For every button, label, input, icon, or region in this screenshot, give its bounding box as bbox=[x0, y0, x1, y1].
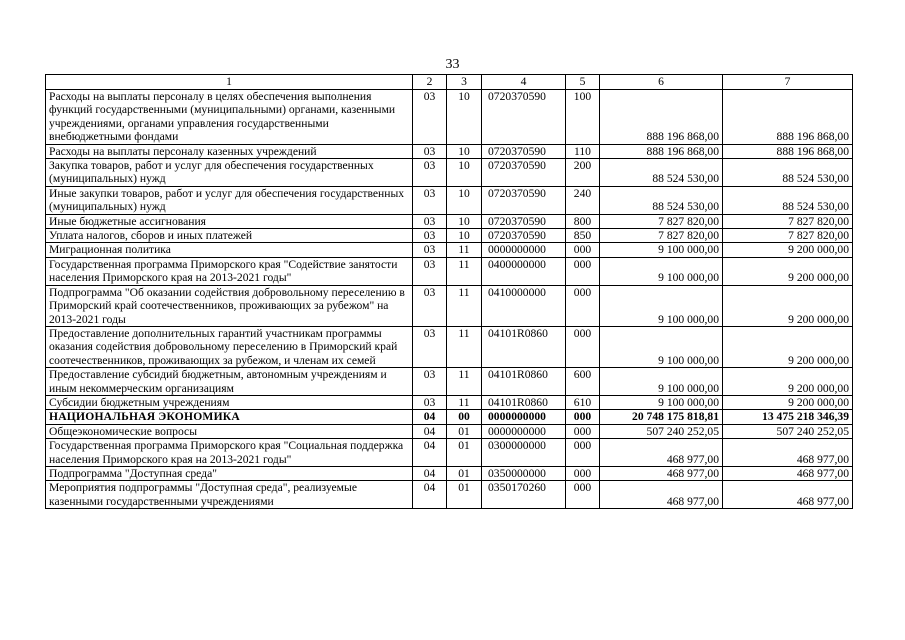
amount-year-2: 7 827 820,00 bbox=[723, 229, 853, 243]
target-article-code: 0720370590 bbox=[482, 229, 566, 243]
subsection-code: 11 bbox=[447, 257, 482, 285]
subsection-code: 01 bbox=[447, 424, 482, 438]
amount-year-2: 88 524 530,00 bbox=[723, 186, 853, 214]
row-name: Государственная программа Приморского края "Социальная поддержка населения Приморского края на 2013-2021 годы" bbox=[46, 439, 413, 467]
amount-year-2: 7 827 820,00 bbox=[723, 214, 853, 228]
column-header-5: 5 bbox=[566, 75, 600, 90]
expense-type-code: 610 bbox=[566, 395, 600, 409]
amount-year-1: 20 748 175 818,81 bbox=[600, 410, 723, 424]
amount-year-1: 9 100 000,00 bbox=[600, 368, 723, 396]
row-name: Иные закупки товаров, работ и услуг для обеспечения государственных (муниципальных) нужд bbox=[46, 186, 413, 214]
table-row bbox=[46, 186, 853, 214]
table-row bbox=[46, 257, 853, 285]
amount-year-2: 9 200 000,00 bbox=[723, 243, 853, 257]
row-name: Расходы на выплаты персоналу в целях обеспечения выполнения функций государственными (муниципальными) органами, казенными учреждениями, органами управления государственными внебюджетными фондами bbox=[46, 90, 413, 145]
expense-type-code: 000 bbox=[566, 439, 600, 467]
row-name: Общеэкономические вопросы bbox=[46, 424, 413, 438]
page-number: 33 bbox=[445, 57, 460, 72]
table-row bbox=[46, 395, 853, 409]
expense-type-code: 000 bbox=[566, 285, 600, 326]
table-row bbox=[46, 466, 853, 480]
amount-year-2: 9 200 000,00 bbox=[723, 257, 853, 285]
expense-type-code: 800 bbox=[566, 214, 600, 228]
section-code: 03 bbox=[413, 90, 447, 145]
column-number-row bbox=[46, 75, 853, 90]
subsection-code: 10 bbox=[447, 229, 482, 243]
amount-year-1: 468 977,00 bbox=[600, 439, 723, 467]
target-article-code: 0000000000 bbox=[482, 424, 566, 438]
amount-year-1: 7 827 820,00 bbox=[600, 229, 723, 243]
subsection-code: 00 bbox=[447, 410, 482, 424]
row-name: Закупка товаров, работ и услуг для обеспечения государственных (муниципальных) нужд bbox=[46, 159, 413, 187]
expense-type-code: 110 bbox=[566, 144, 600, 158]
amount-year-1: 507 240 252,05 bbox=[600, 424, 723, 438]
column-header-7: 7 bbox=[723, 75, 853, 90]
subsection-code: 10 bbox=[447, 159, 482, 187]
amount-year-2: 88 524 530,00 bbox=[723, 159, 853, 187]
amount-year-2: 9 200 000,00 bbox=[723, 368, 853, 396]
table-row bbox=[46, 424, 853, 438]
column-header-1: 1 bbox=[46, 75, 413, 90]
expense-type-code: 000 bbox=[566, 326, 600, 367]
row-name: Расходы на выплаты персоналу казенных учреждений bbox=[46, 144, 413, 158]
row-name: Иные бюджетные ассигнования bbox=[46, 214, 413, 228]
row-name: Подпрограмма "Об оказании содействия добровольному переселению в Приморский край соотечественников, проживающих за рубежом" на 2013-2021 годы bbox=[46, 285, 413, 326]
expense-type-code: 000 bbox=[566, 410, 600, 424]
amount-year-1: 88 524 530,00 bbox=[600, 186, 723, 214]
amount-year-2: 507 240 252,05 bbox=[723, 424, 853, 438]
expense-type-code: 000 bbox=[566, 424, 600, 438]
amount-year-1: 888 196 868,00 bbox=[600, 90, 723, 145]
target-article-code: 04101R0860 bbox=[482, 395, 566, 409]
expense-type-code: 000 bbox=[566, 257, 600, 285]
table-row bbox=[46, 410, 853, 424]
section-code: 04 bbox=[413, 466, 447, 480]
table-row bbox=[46, 285, 853, 326]
section-code: 03 bbox=[413, 285, 447, 326]
amount-year-1: 9 100 000,00 bbox=[600, 285, 723, 326]
column-header-6: 6 bbox=[600, 75, 723, 90]
section-code: 03 bbox=[413, 395, 447, 409]
target-article-code: 0000000000 bbox=[482, 410, 566, 424]
section-code: 03 bbox=[413, 186, 447, 214]
subsection-code: 10 bbox=[447, 186, 482, 214]
target-article-code: 0720370590 bbox=[482, 186, 566, 214]
target-article-code: 0300000000 bbox=[482, 439, 566, 467]
row-name: Подпрограмма "Доступная среда" bbox=[46, 466, 413, 480]
section-code: 03 bbox=[413, 368, 447, 396]
amount-year-2: 9 200 000,00 bbox=[723, 395, 853, 409]
amount-year-2: 13 475 218 346,39 bbox=[723, 410, 853, 424]
section-code: 04 bbox=[413, 410, 447, 424]
section-code: 04 bbox=[413, 439, 447, 467]
subsection-code: 10 bbox=[447, 144, 482, 158]
target-article-code: 04101R0860 bbox=[482, 368, 566, 396]
column-header-4: 4 bbox=[482, 75, 566, 90]
subsection-code: 10 bbox=[447, 214, 482, 228]
target-article-code: 0410000000 bbox=[482, 285, 566, 326]
table-row bbox=[46, 368, 853, 396]
row-name: НАЦИОНАЛЬНАЯ ЭКОНОМИКА bbox=[46, 410, 413, 424]
amount-year-1: 468 977,00 bbox=[600, 481, 723, 509]
section-code: 03 bbox=[413, 229, 447, 243]
amount-year-1: 7 827 820,00 bbox=[600, 214, 723, 228]
section-code: 03 bbox=[413, 326, 447, 367]
amount-year-1: 9 100 000,00 bbox=[600, 257, 723, 285]
subsection-code: 10 bbox=[447, 90, 482, 145]
amount-year-1: 88 524 530,00 bbox=[600, 159, 723, 187]
table-row bbox=[46, 159, 853, 187]
table-row bbox=[46, 481, 853, 509]
table-row bbox=[46, 439, 853, 467]
amount-year-2: 9 200 000,00 bbox=[723, 326, 853, 367]
section-code: 03 bbox=[413, 257, 447, 285]
amount-year-1: 9 100 000,00 bbox=[600, 326, 723, 367]
target-article-code: 0720370590 bbox=[482, 90, 566, 145]
subsection-code: 11 bbox=[447, 395, 482, 409]
subsection-code: 01 bbox=[447, 439, 482, 467]
row-name: Миграционная политика bbox=[46, 243, 413, 257]
subsection-code: 11 bbox=[447, 368, 482, 396]
table-row bbox=[46, 144, 853, 158]
expense-type-code: 200 bbox=[566, 159, 600, 187]
amount-year-2: 888 196 868,00 bbox=[723, 90, 853, 145]
amount-year-2: 9 200 000,00 bbox=[723, 285, 853, 326]
section-code: 03 bbox=[413, 144, 447, 158]
row-name: Субсидии бюджетным учреждениям bbox=[46, 395, 413, 409]
row-name: Предоставление дополнительных гарантий участникам программы оказания содействия добровольному переселению в Приморский край соотечественников, проживающих за рубежом, и членам их семей bbox=[46, 326, 413, 367]
column-header-3: 3 bbox=[447, 75, 482, 90]
table-row bbox=[46, 326, 853, 367]
target-article-code: 0350000000 bbox=[482, 466, 566, 480]
expense-type-code: 850 bbox=[566, 229, 600, 243]
section-code: 03 bbox=[413, 243, 447, 257]
subsection-code: 11 bbox=[447, 243, 482, 257]
amount-year-1: 888 196 868,00 bbox=[600, 144, 723, 158]
subsection-code: 11 bbox=[447, 326, 482, 367]
target-article-code: 0350170260 bbox=[482, 481, 566, 509]
amount-year-2: 468 977,00 bbox=[723, 439, 853, 467]
amount-year-1: 468 977,00 bbox=[600, 466, 723, 480]
subsection-code: 01 bbox=[447, 481, 482, 509]
target-article-code: 04101R0860 bbox=[482, 326, 566, 367]
subsection-code: 11 bbox=[447, 285, 482, 326]
expense-type-code: 100 bbox=[566, 90, 600, 145]
expense-type-code: 000 bbox=[566, 481, 600, 509]
row-name: Государственная программа Приморского края "Содействие занятости населения Приморского края на 2013-2021 годы" bbox=[46, 257, 413, 285]
amount-year-1: 9 100 000,00 bbox=[600, 395, 723, 409]
target-article-code: 0000000000 bbox=[482, 243, 566, 257]
budget-table bbox=[45, 74, 853, 509]
target-article-code: 0720370590 bbox=[482, 159, 566, 187]
expense-type-code: 600 bbox=[566, 368, 600, 396]
amount-year-1: 9 100 000,00 bbox=[600, 243, 723, 257]
target-article-code: 0400000000 bbox=[482, 257, 566, 285]
amount-year-2: 468 977,00 bbox=[723, 466, 853, 480]
amount-year-2: 888 196 868,00 bbox=[723, 144, 853, 158]
subsection-code: 01 bbox=[447, 466, 482, 480]
section-code: 04 bbox=[413, 424, 447, 438]
expense-type-code: 240 bbox=[566, 186, 600, 214]
target-article-code: 0720370590 bbox=[482, 214, 566, 228]
row-name: Мероприятия подпрограммы "Доступная среда", реализуемые казенными государственными учреждениями bbox=[46, 481, 413, 509]
column-header-2: 2 bbox=[413, 75, 447, 90]
table-row bbox=[46, 229, 853, 243]
table-row bbox=[46, 90, 853, 145]
row-name: Предоставление субсидий бюджетным, автономным учреждениям и иным некоммерческим организациям bbox=[46, 368, 413, 396]
section-code: 03 bbox=[413, 159, 447, 187]
row-name: Уплата налогов, сборов и иных платежей bbox=[46, 229, 413, 243]
expense-type-code: 000 bbox=[566, 466, 600, 480]
target-article-code: 0720370590 bbox=[482, 144, 566, 158]
table-row bbox=[46, 214, 853, 228]
amount-year-2: 468 977,00 bbox=[723, 481, 853, 509]
table-row bbox=[46, 243, 853, 257]
expense-type-code: 000 bbox=[566, 243, 600, 257]
section-code: 03 bbox=[413, 214, 447, 228]
section-code: 04 bbox=[413, 481, 447, 509]
